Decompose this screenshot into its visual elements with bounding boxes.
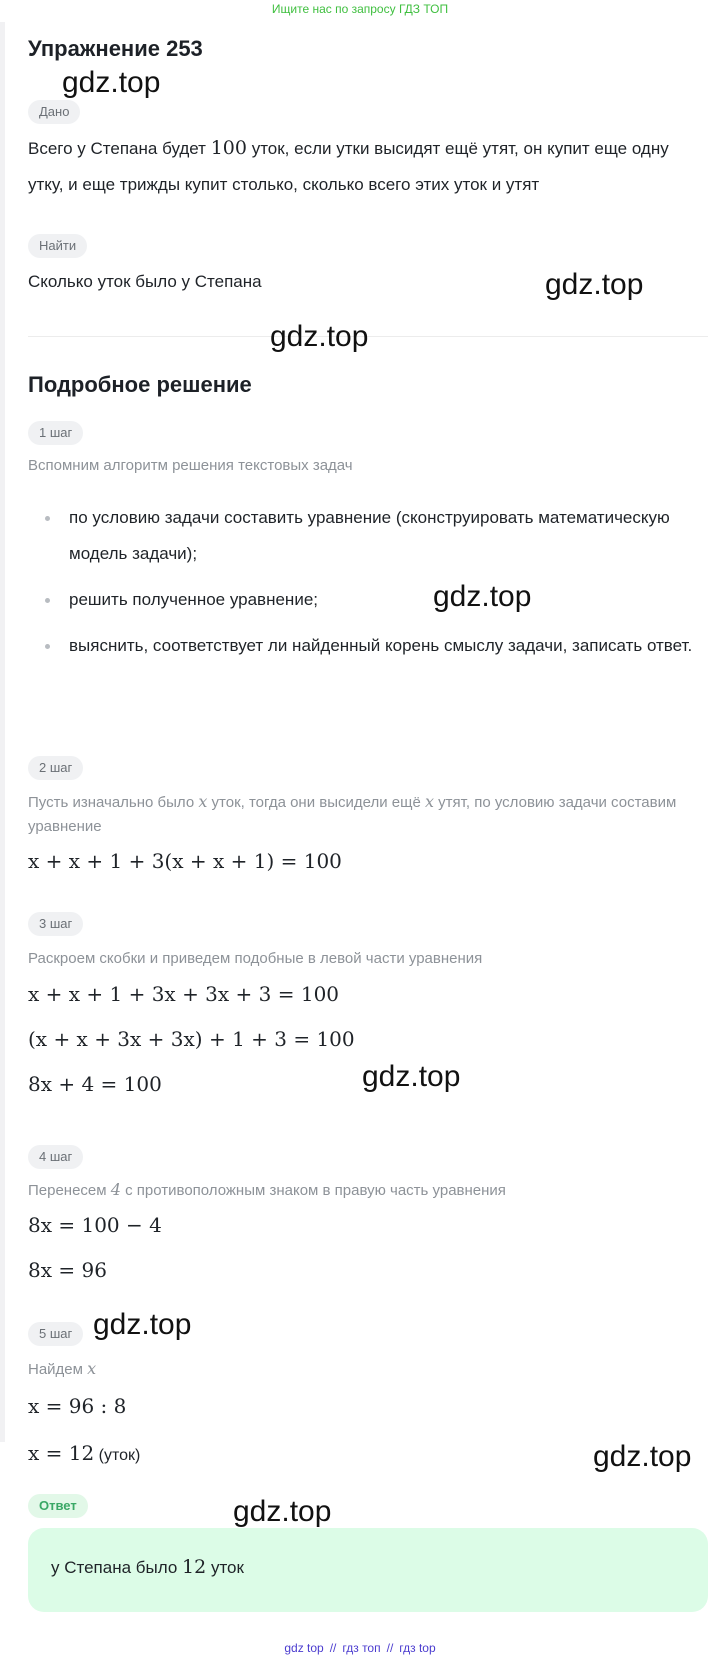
given-text: Всего у Степана будет 100 уток, если утки высидят ещё утят, он купит еще одну утку, и еще трижды купит столько, сколько всего этих уток и утят <box>28 137 669 194</box>
step-4-text: Перенесем 4 с противоположным знаком в правую часть уравнения <box>28 1180 506 1199</box>
given-label: Дано <box>28 100 80 124</box>
find-text: Сколько уток было у Степана <box>28 272 262 291</box>
step-2-label: 2 шаг <box>28 756 83 780</box>
footer-link[interactable]: гдз топ <box>342 1641 381 1655</box>
bullet-icon <box>45 516 50 521</box>
list-item: решить полученное уравнение; <box>28 582 708 618</box>
list-item: выяснить, соответствует ли найденный корень смыслу задачи, записать ответ. <box>28 628 708 664</box>
watermark: gdz.top <box>93 1308 192 1341</box>
step-4-label: 4 шаг <box>28 1145 83 1169</box>
equation: x + x + 1 + 3x + 3x + 3 = 100 <box>28 982 340 1006</box>
footer-link[interactable]: gdz top <box>284 1641 324 1655</box>
bullet-icon <box>45 644 50 649</box>
equation: 8x = 96 <box>28 1258 107 1282</box>
watermark: gdz.top <box>545 268 644 301</box>
equation: 8x = 100 − 4 <box>28 1213 162 1237</box>
answer-label: Ответ <box>28 1494 88 1518</box>
equation: x = 12 (уток) <box>28 1441 141 1465</box>
answer-text: у Степана было 12 уток <box>51 1556 244 1578</box>
equation: x + x + 1 + 3(x + x + 1) = 100 <box>28 849 342 873</box>
watermark: gdz.top <box>433 580 532 613</box>
watermark: gdz.top <box>62 66 161 99</box>
answer-box <box>28 1528 708 1612</box>
algorithm-list <box>28 500 708 674</box>
step-3-text: Раскроем скобки и приведем подобные в левой части уравнения <box>28 950 483 967</box>
equation: x = 96 : 8 <box>28 1394 127 1418</box>
footer-links: gdz top // гдз топ // гдз top <box>284 1641 436 1655</box>
list-item: по условию задачи составить уравнение (сконструировать математическую модель задачи); <box>28 500 708 572</box>
find-label: Найти <box>28 234 87 258</box>
watermark: gdz.top <box>270 320 369 353</box>
step-2-text: Пусть изначально было x уток, тогда они высидели ещё x утят, по условию задачи составим уравнение <box>28 792 677 835</box>
bullet-icon <box>45 598 50 603</box>
equation: (x + x + 3x + 3x) + 1 + 3 = 100 <box>28 1027 355 1051</box>
footer-link[interactable]: гдз top <box>399 1641 436 1655</box>
step-5-label: 5 шаг <box>28 1322 83 1346</box>
left-border <box>0 22 5 1442</box>
step-5-text: Найдем x <box>28 1359 97 1378</box>
exercise-title: Упражнение 253 <box>28 36 203 61</box>
step-1-text: Вспомним алгоритм решения текстовых задач <box>28 457 353 474</box>
watermark: gdz.top <box>233 1495 332 1528</box>
equation: 8x + 4 = 100 <box>28 1072 162 1096</box>
step-3-label: 3 шаг <box>28 912 83 936</box>
solution-title: Подробное решение <box>28 372 252 397</box>
watermark: gdz.top <box>362 1060 461 1093</box>
watermark: gdz.top <box>593 1440 692 1473</box>
step-1-label: 1 шаг <box>28 421 83 445</box>
search-banner: Ищите нас по запросу ГДЗ ТОП <box>271 2 449 16</box>
